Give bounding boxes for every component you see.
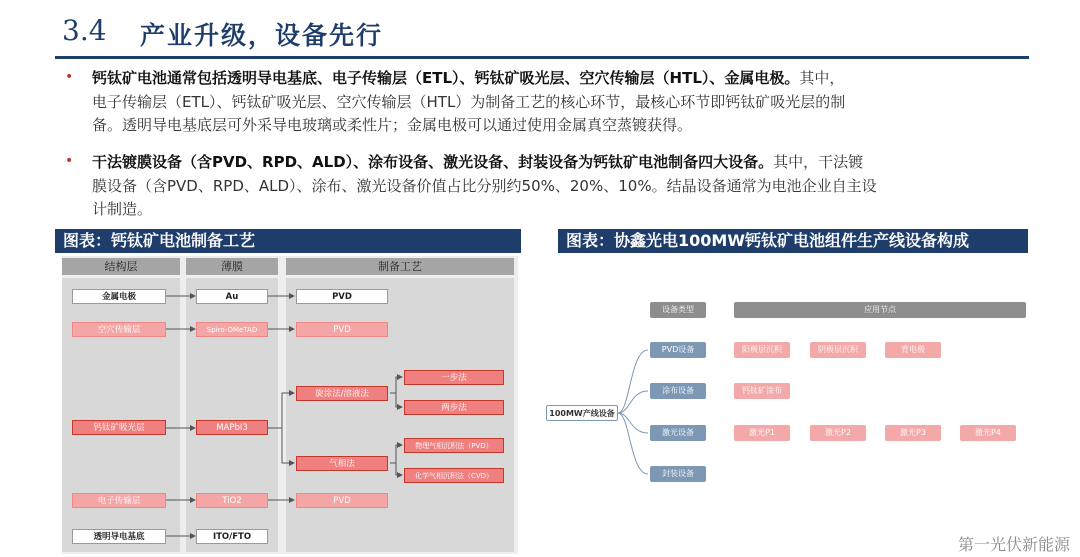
node-laser-p2: 激光P2 [810,425,866,441]
process-vapor: 气相法 [296,456,388,471]
section-number: 3.4 [62,14,107,47]
node-anode-deposition: 阳极层沉积 [734,342,790,358]
paragraph-1 [92,67,1022,138]
process-two-step: 两步法 [404,400,504,415]
paragraph-2-line-1: 其中，干法镀 [773,153,864,171]
film-mapbi3: MAPbI3 [196,420,268,435]
type-laser: 激光设备 [650,425,706,441]
header-divider [55,56,1029,59]
layer-electron-transport: 电子传输层 [72,493,166,508]
type-pvd: PVD设备 [650,342,706,358]
paragraph-1-line-1: 其中， [799,69,845,87]
film-spiro: Spiro-OMeTAD [196,322,268,337]
type-packaging: 封装设备 [650,466,706,482]
paragraph-2-line-2: 膜设备（含PVD、RPD、ALD）、涂布、激光设备价值占比分别约50%、20%、10%。结晶设备通常为电池企业自主设 [92,176,877,195]
node-laser-p4: 激光P4 [960,425,1016,441]
process-one-step: 一步法 [404,370,504,385]
node-perovskite-coating: 钙钛矿涂布 [734,383,790,399]
page-title: 产业升级，设备先行 [140,21,384,50]
process-diagram [62,256,518,554]
process-cvd-full: 化学气相沉积法（CVD） [404,468,504,483]
node-back-electrode: 背电极 [885,342,941,358]
paragraph-2-line-3: 计制造。 [92,200,153,218]
paragraph-2-bold: 干法镀膜设备（含PVD、RPD、ALD）、涂布设备、激光设备、封装设备为钙钛矿电池制备四大设备。 [92,153,774,171]
layer-conductive-substrate: 透明导电基底 [72,529,166,544]
paragraph-1-line-2: 电子传输层（ETL）、钙钛矿吸光层、空穴传输层（HTL）为制备工艺的核心环节，最核心环节即钙钛矿吸光层的制 [92,92,846,111]
process-pvd-full: 物理气相沉积法（PVD） [404,438,504,453]
film-tio2: TiO2 [196,493,268,508]
film-ito-fto: ITO/FTO [196,529,268,544]
node-laser-p3: 激光P3 [885,425,941,441]
figure-left-title: 图表：钙钛矿电池制备工艺 [55,229,521,253]
col-head-layer: 结构层 [62,258,180,275]
type-coating: 涂布设备 [650,383,706,399]
process-pvd-htl: PVD [296,322,388,337]
process-pvd-top: PVD [296,289,388,304]
bullet-icon: • [65,69,74,85]
paragraph-2 [92,151,1022,222]
process-spin-coating: 旋涂法/溶液法 [296,386,388,401]
head-application-node: 应用节点 [734,302,1026,318]
layer-perovskite: 钙钛矿吸光层 [72,420,166,435]
film-au: Au [196,289,268,304]
layer-hole-transport: 空穴传输层 [72,322,166,337]
paragraph-1-line-3: 备。透明导电基底层可外采导电玻璃或柔性片；金属电极可以通过使用金属真空蒸镀获得。 [92,116,693,134]
bullet-icon: • [65,153,74,169]
watermark: 第一光伏新能源 [957,535,1070,554]
col-head-process: 制备工艺 [286,258,514,275]
node-laser-p1: 激光P1 [734,425,790,441]
layer-metal-electrode: 金属电极 [72,289,166,304]
col-head-film: 薄膜 [186,258,278,275]
process-pvd-etl: PVD [296,493,388,508]
figure-right-title: 图表：协鑫光电100MW钙钛矿电池组件生产线设备构成 [558,229,1028,253]
paragraph-1-bold: 钙钛矿电池通常包括透明导电基底、电子传输层（ETL）、钙钛矿吸光层、空穴传输层（HTL）、金属电极。 [92,69,800,87]
head-equipment-type: 设备类型 [650,302,706,318]
node-cathode-deposition: 阴极层沉积 [810,342,866,358]
equipment-diagram [530,290,1040,490]
root-production-line: 100MW产线设备 [546,405,618,421]
